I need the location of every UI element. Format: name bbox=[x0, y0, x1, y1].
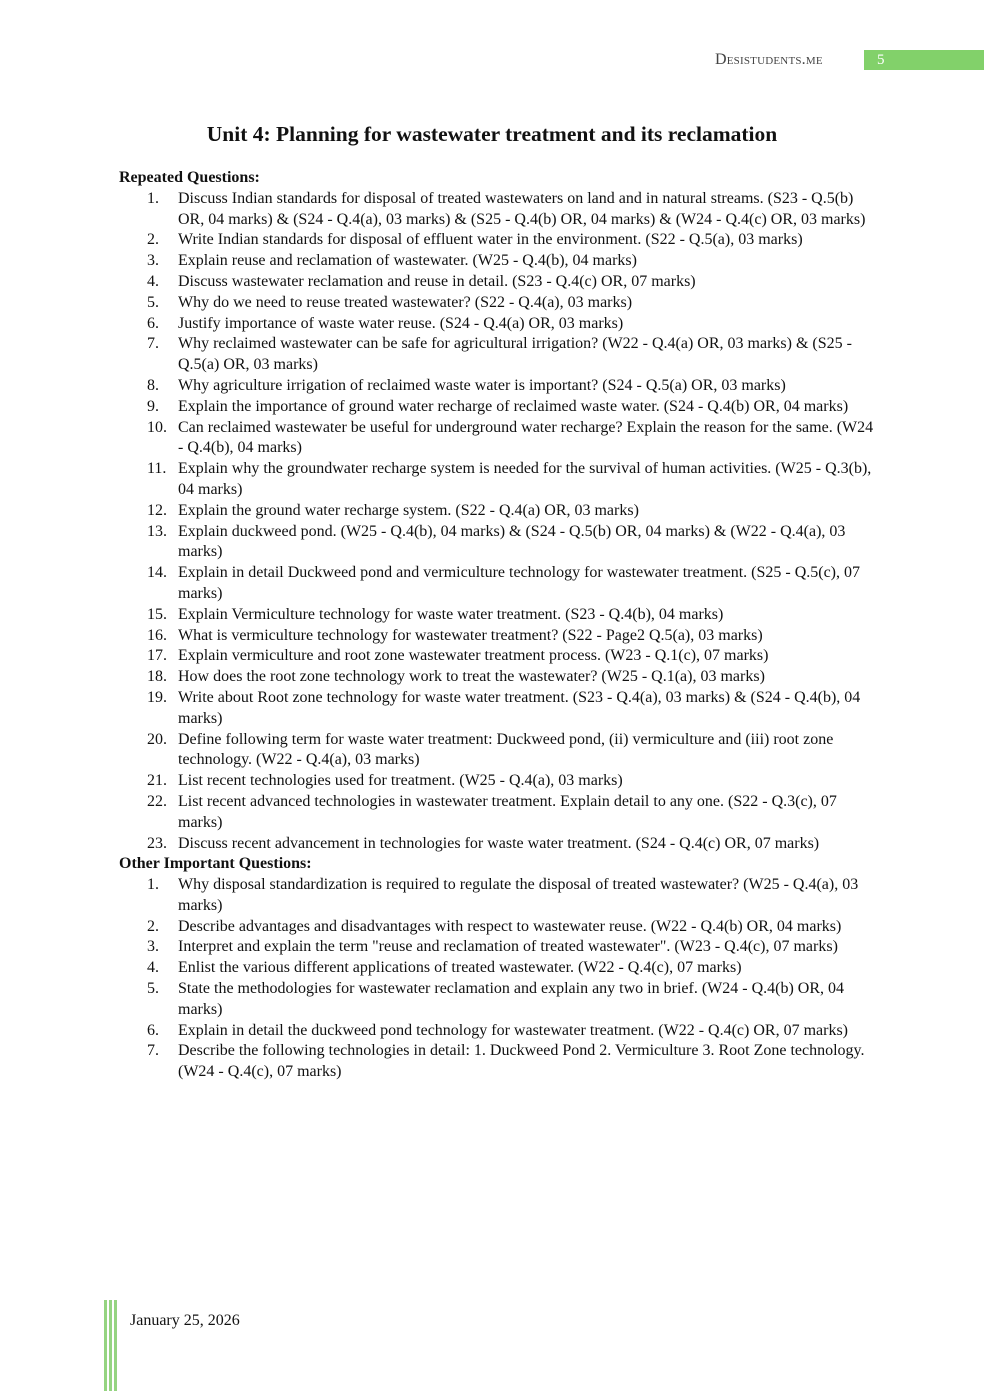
question-text: What is vermiculture technology for wastewater treatment? (S22 - Page2 Q.5(a), 03 marks) bbox=[178, 626, 763, 644]
question-item bbox=[119, 626, 879, 647]
question-number: 15. bbox=[147, 605, 167, 623]
question-item bbox=[119, 272, 879, 293]
question-item bbox=[119, 937, 879, 958]
question-text: List recent technologies used for treatment. (W25 - Q.4(a), 03 marks) bbox=[178, 772, 623, 790]
question-number: 13. bbox=[147, 522, 167, 540]
question-text: Explain in detail Duckweed pond and vermiculture technology for wastewater treatment. (S25 - Q.5(c), 07 marks) bbox=[178, 564, 860, 602]
question-text: Why reclaimed wastewater can be safe for agricultural irrigation? (W22 - Q.4(a) OR, 03 marks) & (S25 - Q.5(a) OR, 03 marks) bbox=[178, 335, 852, 374]
question-item bbox=[119, 917, 879, 938]
question-text: Can reclaimed wastewater be useful for underground water recharge? Explain the reason for the same. (W24 - Q.4(b), 04 marks) bbox=[178, 418, 874, 457]
document-body bbox=[119, 168, 879, 1083]
question-item bbox=[119, 501, 879, 522]
page-number: 5 bbox=[877, 52, 885, 68]
question-text: Explain the ground water recharge system. (S22 - Q.4(a) OR, 03 marks) bbox=[178, 501, 639, 519]
question-text: List recent advanced technologies in wastewater treatment. Explain detail to any one. (S22 - Q.3(c), 07 marks) bbox=[178, 792, 837, 831]
question-number: 1. bbox=[147, 876, 159, 894]
question-text: Enlist the various different applications of treated wastewater. (W22 - Q.4(c), 07 marks) bbox=[178, 959, 742, 977]
question-item bbox=[119, 397, 879, 418]
question-number: 16. bbox=[147, 626, 167, 644]
footer-date: January 25, 2026 bbox=[130, 1312, 240, 1329]
question-text: Explain duckweed pond. (W25 - Q.4(b), 04 marks) & (S24 - Q.5(b) OR, 04 marks) & (W22 - Q.4(a), 03 marks) bbox=[178, 522, 846, 561]
question-number: 2. bbox=[147, 917, 159, 935]
page-number-badge bbox=[864, 50, 984, 70]
question-item bbox=[119, 293, 879, 314]
question-item bbox=[119, 1041, 879, 1083]
question-item bbox=[119, 792, 879, 834]
question-item bbox=[119, 834, 879, 855]
question-number: 3. bbox=[147, 252, 159, 270]
question-number: 18. bbox=[147, 668, 167, 686]
question-number: 21. bbox=[147, 772, 167, 790]
question-text: Describe advantages and disadvantages with respect to wastewater reuse. (W22 - Q.4(b) OR, 04 marks) bbox=[178, 917, 842, 935]
question-item bbox=[119, 730, 879, 772]
question-number: 4. bbox=[147, 272, 159, 290]
question-number: 22. bbox=[147, 792, 167, 810]
question-item bbox=[119, 230, 879, 251]
question-item bbox=[119, 251, 879, 272]
question-number: 23. bbox=[147, 834, 167, 852]
question-item bbox=[119, 646, 879, 667]
question-number: 4. bbox=[147, 959, 159, 977]
question-item bbox=[119, 376, 879, 397]
question-item bbox=[119, 563, 879, 605]
question-text: Explain vermiculture and root zone wastewater treatment process. (W23 - Q.1(c), 07 marks) bbox=[178, 647, 769, 665]
question-item bbox=[119, 1021, 879, 1042]
page-title: Unit 4: Planning for wastewater treatment and its reclamation bbox=[206, 122, 778, 146]
question-text: Explain reuse and reclamation of wastewater. (W25 - Q.4(b), 04 marks) bbox=[178, 252, 637, 270]
question-number: 12. bbox=[147, 501, 167, 519]
question-text: Write about Root zone technology for waste water treatment. (S23 - Q.4(a), 03 marks) & (S24 - Q.4(b), 04 marks) bbox=[178, 688, 861, 727]
question-text: Why agriculture irrigation of reclaimed waste water is important? (S24 - Q.5(a) OR, 03 marks) bbox=[178, 376, 786, 394]
footer-line bbox=[104, 1300, 107, 1391]
question-list bbox=[119, 189, 879, 855]
question-number: 19. bbox=[147, 688, 167, 706]
question-text: Why disposal standardization is required to regulate the disposal of treated wastewater? (W25 - Q.4(a), 03 marks) bbox=[178, 876, 859, 914]
question-text: Discuss wastewater reclamation and reuse in detail. (S23 - Q.4(c) OR, 07 marks) bbox=[178, 272, 696, 290]
question-text: Explain in detail the duckweed pond technology for wastewater treatment. (W22 - Q.4(c) OR, 07 marks) bbox=[178, 1021, 849, 1039]
question-text: Justify importance of waste water reuse. (S24 - Q.4(a) OR, 03 marks) bbox=[178, 314, 624, 332]
question-text: Explain the importance of ground water recharge of reclaimed waste water. (S24 - Q.4(b) OR, 04 marks) bbox=[178, 397, 849, 415]
question-number: 6. bbox=[147, 1021, 159, 1039]
question-item bbox=[119, 418, 879, 460]
question-item bbox=[119, 771, 879, 792]
question-text: Explain Vermiculture technology for waste water treatment. (S23 - Q.4(b), 04 marks) bbox=[178, 605, 724, 623]
question-item bbox=[119, 979, 879, 1021]
question-number: 1. bbox=[147, 189, 159, 207]
question-number: 9. bbox=[147, 397, 159, 415]
footer-line bbox=[109, 1300, 112, 1391]
question-text: Describe the following technologies in detail: 1. Duckweed Pond 2. Vermiculture 3. Root Zone technology. (W24 - Q.4(c), 07 marks) bbox=[178, 1042, 865, 1081]
question-number: 10. bbox=[147, 418, 167, 436]
question-number: 5. bbox=[147, 980, 159, 998]
question-item bbox=[119, 314, 879, 335]
question-text: Discuss Indian standards for disposal of treated wastewaters on land and in natural streams. (S23 - Q.5(b) OR, 04 marks) & (S24 - Q.4(a), 03 marks) & (S25 - Q.4(b) OR, 04 marks) & (W24 - Q.4(c) OR, 03 marks) bbox=[178, 189, 866, 228]
question-number: 14. bbox=[147, 564, 167, 582]
footer-line bbox=[114, 1300, 117, 1391]
question-number: 17. bbox=[147, 647, 167, 665]
question-number: 5. bbox=[147, 293, 159, 311]
question-text: Explain why the groundwater recharge system is needed for the survival of human activities. (W25 - Q.3(b), 04 marks) bbox=[178, 460, 872, 498]
question-number: 3. bbox=[147, 938, 159, 956]
question-item bbox=[119, 522, 879, 564]
question-number: 2. bbox=[147, 231, 159, 249]
question-item bbox=[119, 958, 879, 979]
question-item bbox=[119, 459, 879, 501]
question-number: 11. bbox=[147, 460, 167, 478]
question-text: How does the root zone technology work to treat the wastewater? (W25 - Q.1(a), 03 marks) bbox=[178, 668, 765, 686]
question-text: State the methodologies for wastewater reclamation and explain any two in brief. (W24 - Q.4(b) OR, 04 marks) bbox=[178, 980, 845, 1018]
question-text: Discuss recent advancement in technologies for waste water treatment. (S24 - Q.4(c) OR, 07 marks) bbox=[178, 834, 820, 852]
question-number: 7. bbox=[147, 1042, 159, 1060]
question-item bbox=[119, 189, 879, 231]
question-list bbox=[119, 875, 879, 1083]
question-item bbox=[119, 688, 879, 730]
question-text: Why do we need to reuse treated wastewater? (S22 - Q.4(a), 03 marks) bbox=[178, 293, 633, 311]
header-brand: Desistudents.me bbox=[715, 51, 823, 68]
question-text: Define following term for waste water treatment: Duckweed pond, (ii) vermiculture and (iii) root zone technology. (W22 - Q.4(a), 03 marks) bbox=[178, 730, 834, 769]
question-text: Interpret and explain the term "reuse and reclamation of treated wastewater". (W23 - Q.4(c), 07 marks) bbox=[178, 938, 838, 956]
question-item bbox=[119, 875, 879, 917]
section-heading: Repeated Questions: bbox=[119, 169, 260, 186]
section-heading: Other Important Questions: bbox=[119, 855, 312, 873]
question-number: 6. bbox=[147, 314, 159, 332]
question-item bbox=[119, 334, 879, 376]
question-text: Write Indian standards for disposal of effluent water in the environment. (S22 - Q.5(a), 03 marks) bbox=[178, 231, 803, 249]
question-item bbox=[119, 667, 879, 688]
question-number: 20. bbox=[147, 730, 167, 748]
question-item bbox=[119, 605, 879, 626]
question-number: 8. bbox=[147, 376, 159, 394]
question-number: 7. bbox=[147, 335, 159, 353]
